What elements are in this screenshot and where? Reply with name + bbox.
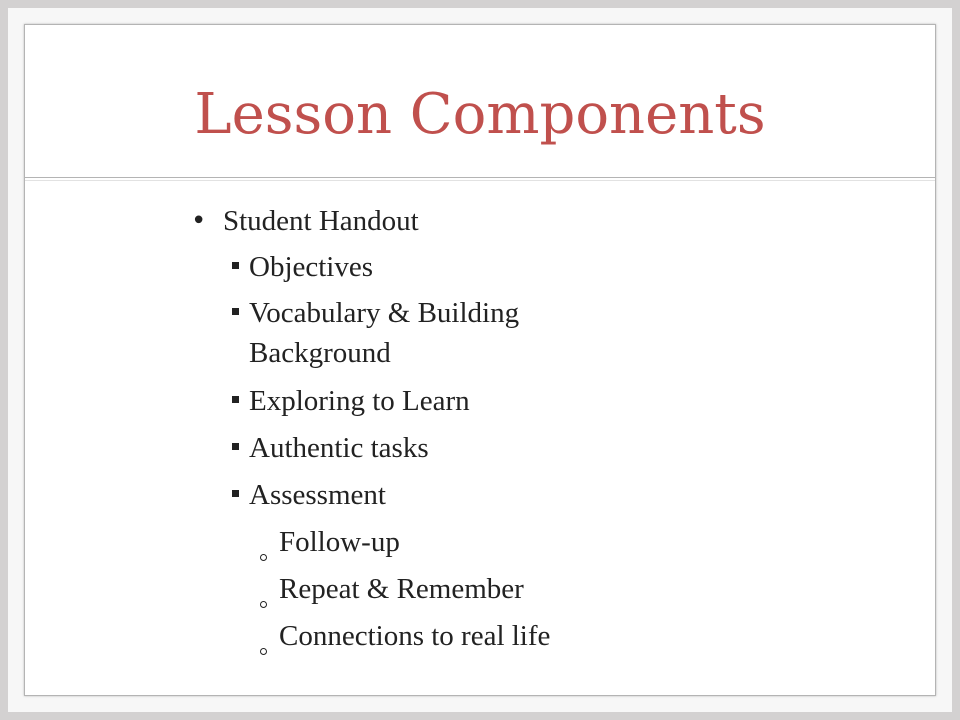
slide xyxy=(24,24,936,696)
bullet-connections: Connections to real life xyxy=(279,620,551,652)
square-bullet-icon xyxy=(232,443,239,450)
bullet-assessment: Assessment xyxy=(249,479,386,511)
square-bullet-icon xyxy=(232,490,239,497)
slide-title: Lesson Components xyxy=(194,82,766,147)
bullet-exploring: Exploring to Learn xyxy=(249,385,470,417)
bullet-dot-icon: • xyxy=(191,206,207,236)
circle-bullet-icon xyxy=(260,601,267,608)
bullet-vocabulary-continued: Background xyxy=(249,337,391,369)
square-bullet-icon xyxy=(232,396,239,403)
circle-bullet-icon xyxy=(260,648,267,655)
square-bullet-icon xyxy=(232,262,239,269)
bullet-follow-up: Follow-up xyxy=(279,526,400,558)
slide-frame xyxy=(8,8,952,712)
bullet-repeat-remember: Repeat & Remember xyxy=(279,573,524,605)
bullet-authentic-tasks: Authentic tasks xyxy=(249,432,429,464)
bullet-objectives: Objectives xyxy=(249,251,374,283)
circle-bullet-icon xyxy=(260,554,267,561)
square-bullet-icon xyxy=(232,308,239,315)
slide-content xyxy=(25,25,935,695)
bullet-student-handout: Student Handout xyxy=(223,205,419,237)
bullet-vocabulary: Vocabulary & Building xyxy=(249,297,520,329)
